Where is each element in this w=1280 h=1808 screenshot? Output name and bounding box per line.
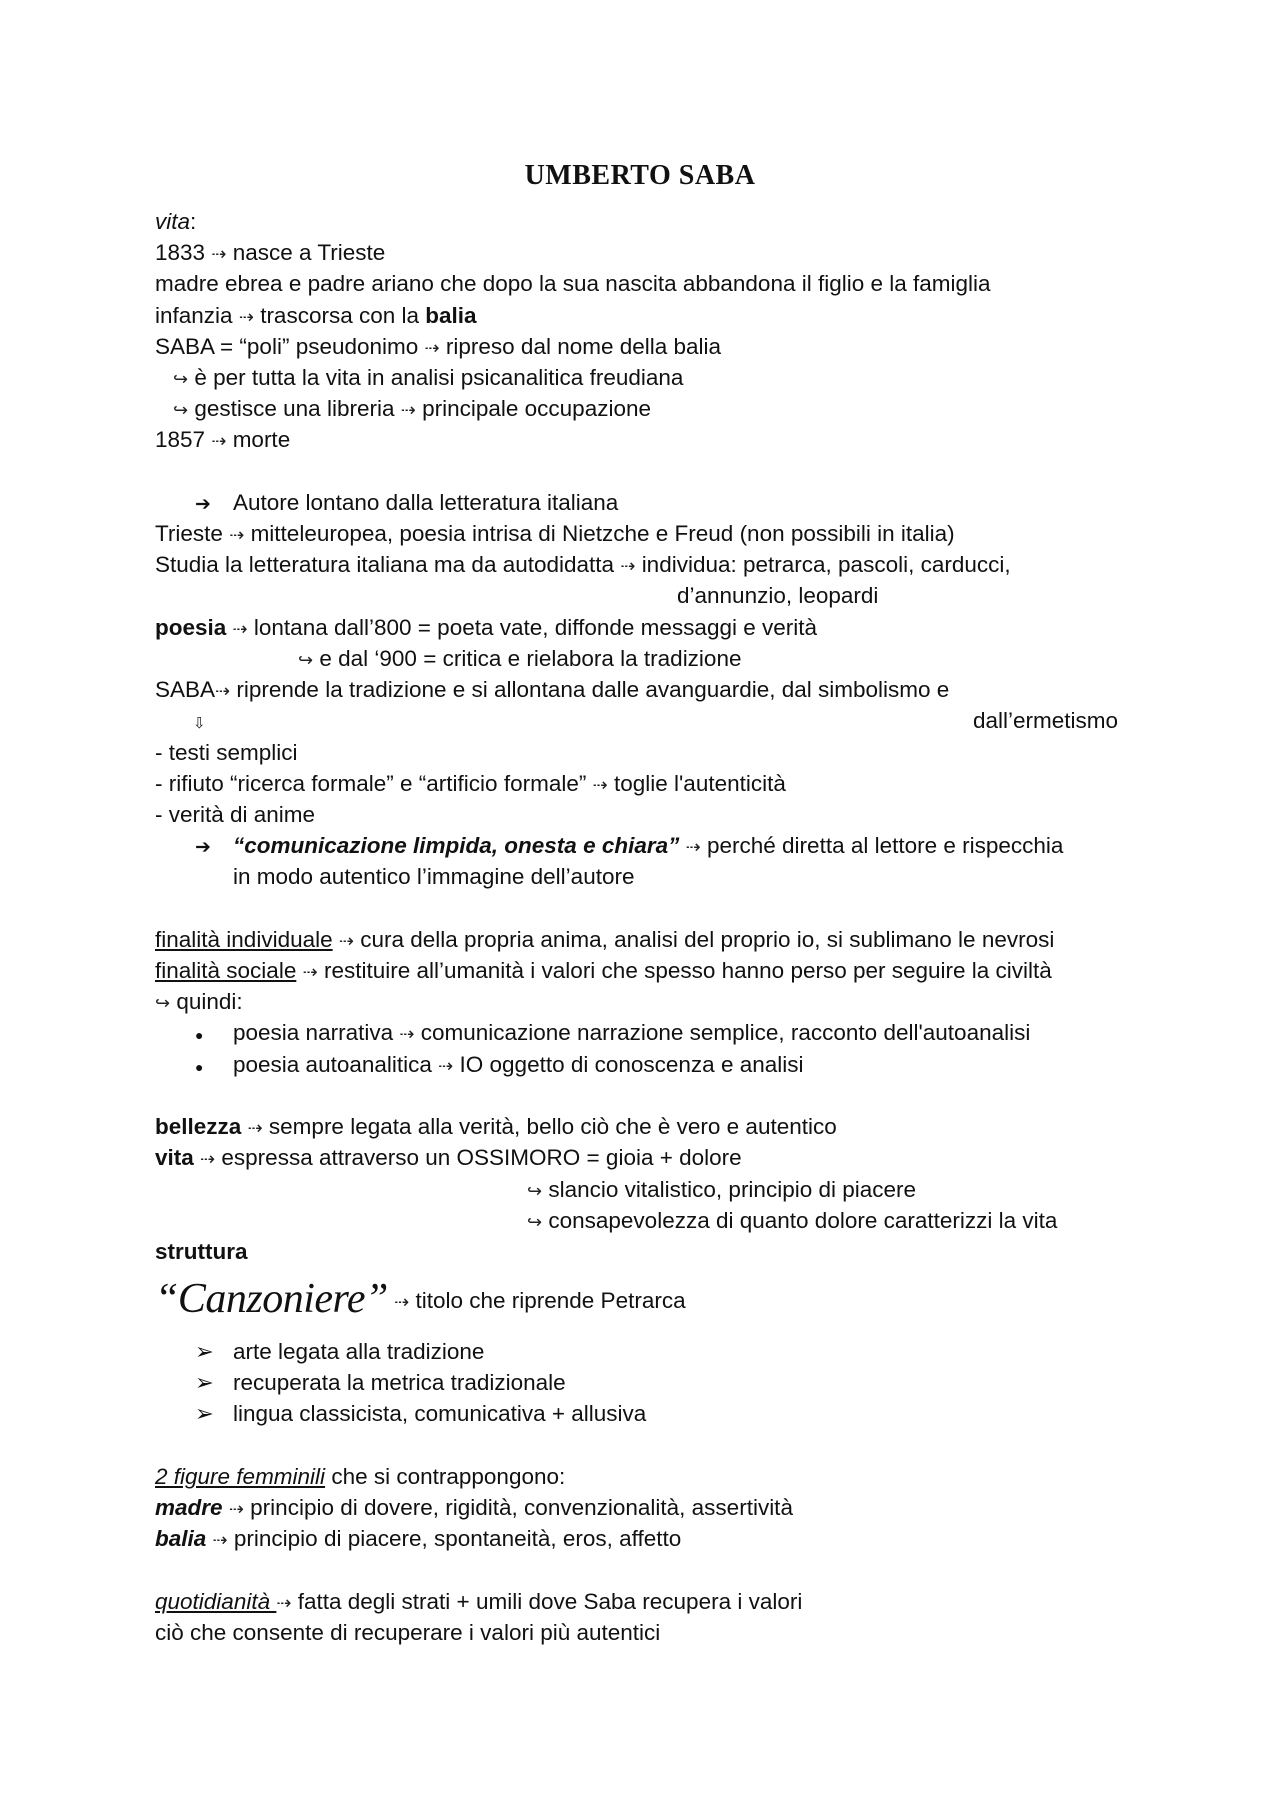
arrow-icon: ⇢	[438, 1056, 454, 1076]
arrow-icon: ⇢	[685, 837, 701, 857]
quotidianita-line-continued: ciò che consente di recuperare i valori più autentici	[155, 1620, 661, 1645]
hook-arrow-icon: ↪	[298, 650, 314, 670]
vita-line-death: 1857 ⇢ morte	[155, 427, 291, 452]
finalita-sociale-line: finalità sociale ⇢ restituire all’umanità i valori che spesso hanno perso per seguire la civiltà	[155, 958, 1052, 983]
struttura-item: ➢ recuperata la metrica tradizionale	[195, 1367, 566, 1398]
arrow-icon: ⇢	[212, 1530, 228, 1550]
triangle-arrow-icon: ➢	[195, 1370, 214, 1395]
vita-heading: vita:	[155, 209, 197, 234]
vita-line-bookshop: ↪ gestisce una libreria ⇢ principale occupazione	[173, 396, 651, 421]
arrow-icon: ⇢	[232, 619, 248, 639]
document-title: UMBERTO SABA	[524, 160, 756, 191]
arrow-icon: ⇢	[592, 775, 608, 795]
dash-item-refusal: - rifiuto “ricerca formale” e “artificio formale” ⇢ toglie l'autenticità	[155, 771, 786, 796]
hook-arrow-icon: ↪	[173, 369, 189, 389]
poesia-line: poesia ⇢ lontana dall’800 = poeta vate, diffonde messaggi e verità	[155, 615, 818, 640]
ossimoro-sub-joy: ↪ slancio vitalistico, principio di piacere	[527, 1177, 917, 1202]
finalita-individuale-line: finalità individuale ⇢ cura della propria anima, analisi del proprio io, si sublimano le nevrosi	[155, 927, 1055, 952]
arrow-icon: ⇢	[215, 681, 231, 701]
studia-line: Studia la letteratura italiana ma da autodidatta ⇢ individua: petrarca, pascoli, carducci,	[155, 552, 1011, 577]
arrow-icon: ⇢	[620, 556, 636, 576]
canzoniere-line: “Canzoniere” ⇢ titolo che riprende Petrarca	[155, 1276, 686, 1322]
arrow-icon: ⇢	[276, 1593, 292, 1613]
arrow-icon: ⇢	[229, 525, 245, 545]
arrow-icon: ⇢	[394, 1292, 410, 1312]
vita-ossimoro-line: vita ⇢ espressa attraverso un OSSIMORO = gioia + dolore	[155, 1145, 742, 1170]
vita-line-pseudonym: SABA = “poli” pseudonimo ⇢ ripreso dal nome della balia	[155, 334, 722, 359]
saba-line-continued: dall’ermetismo	[973, 708, 1119, 733]
struttura-heading: struttura	[155, 1239, 248, 1264]
bullet-icon: ●	[195, 1059, 204, 1075]
dash-item-simple-texts: - testi semplici	[155, 740, 298, 765]
bold-arrow-icon: ➔	[195, 837, 211, 858]
madre-line: madre ⇢ principio di dovere, rigidità, convenzionalità, assertività	[155, 1495, 793, 1520]
canzoniere-script-title: “Canzoniere”	[155, 1276, 388, 1322]
bullet-icon: ●	[195, 1027, 204, 1043]
vita-line-birth: 1833 ⇢ nasce a Trieste	[155, 240, 386, 265]
arrow-icon: ⇢	[228, 1499, 244, 1519]
balia-line: balia ⇢ principio di piacere, spontaneità, eros, affetto	[155, 1526, 682, 1551]
bullet-item-narrativa: ● poesia narrativa ⇢ comunicazione narrazione semplice, racconto dell'autoanalisi	[195, 1017, 1030, 1048]
dash-item-truth: - verità di anime	[155, 802, 316, 827]
hook-arrow-icon: ↪	[527, 1212, 543, 1232]
down-arrow-icon: ⇩	[193, 715, 206, 732]
studia-line-continued: d’annunzio, leopardi	[677, 583, 879, 608]
hook-arrow-icon: ↪	[155, 993, 171, 1013]
hook-arrow-icon: ↪	[527, 1181, 543, 1201]
author-distance-item: ➔ Autore lontano dalla letteratura italiana	[195, 487, 618, 518]
arrow-icon: ⇢	[424, 338, 440, 358]
arrow-icon: ⇢	[238, 307, 254, 327]
struttura-item: ➢ lingua classicista, comunicativa + allusiva	[195, 1398, 646, 1429]
arrow-icon: ⇢	[399, 1024, 415, 1044]
struttura-item: ➢ arte legata alla tradizione	[195, 1336, 484, 1367]
bellezza-line: bellezza ⇢ sempre legata alla verità, bello ciò che è vero e autentico	[155, 1114, 837, 1139]
poesia-line-900: ↪ e dal ‘900 = critica e rielabora la tradizione	[298, 646, 742, 671]
bullet-item-autoanalitica: ● poesia autoanalitica ⇢ IO oggetto di conoscenza e analisi	[195, 1049, 804, 1080]
communication-item: ➔ “comunicazione limpida, onesta e chiara” ⇢ perché diretta al lettore e rispecchia	[195, 830, 1063, 861]
arrow-icon: ⇢	[247, 1118, 263, 1138]
arrow-icon: ⇢	[200, 1149, 216, 1169]
quindi-line: ↪ quindi:	[155, 989, 243, 1014]
hook-arrow-icon: ↪	[173, 400, 189, 420]
arrow-icon: ⇢	[211, 244, 227, 264]
saba-line: SABA⇢ riprende la tradizione e si allontana dalle avanguardie, dal simbolismo e	[155, 677, 950, 702]
figure-femminili-line: 2 figure femminili che si contrappongono:	[155, 1464, 566, 1489]
arrow-icon: ⇢	[338, 931, 354, 951]
arrow-icon: ⇢	[400, 400, 416, 420]
trieste-line: Trieste ⇢ mitteleuropea, poesia intrisa di Nietzche e Freud (non possibili in italia)	[155, 521, 955, 546]
vita-line-analysis: ↪ è per tutta la vita in analisi psicanalitica freudiana	[173, 365, 684, 390]
quotidianita-line: quotidianità ⇢ fatta degli strati + umili dove Saba recupera i valori	[155, 1589, 803, 1614]
triangle-arrow-icon: ➢	[195, 1339, 214, 1364]
bold-arrow-icon: ➔	[195, 494, 211, 515]
vita-line-parents: madre ebrea e padre ariano che dopo la sua nascita abbandona il figlio e la famiglia	[155, 271, 991, 296]
vita-line-infancy: infanzia ⇢ trascorsa con la balia	[155, 303, 477, 328]
arrow-icon: ⇢	[211, 431, 227, 451]
triangle-arrow-icon: ➢	[195, 1401, 214, 1426]
communication-item-continued: in modo autentico l’immagine dell’autore	[233, 864, 635, 889]
arrow-icon: ⇢	[302, 962, 318, 982]
ossimoro-sub-pain: ↪ consapevolezza di quanto dolore caratterizzi la vita	[527, 1208, 1058, 1233]
